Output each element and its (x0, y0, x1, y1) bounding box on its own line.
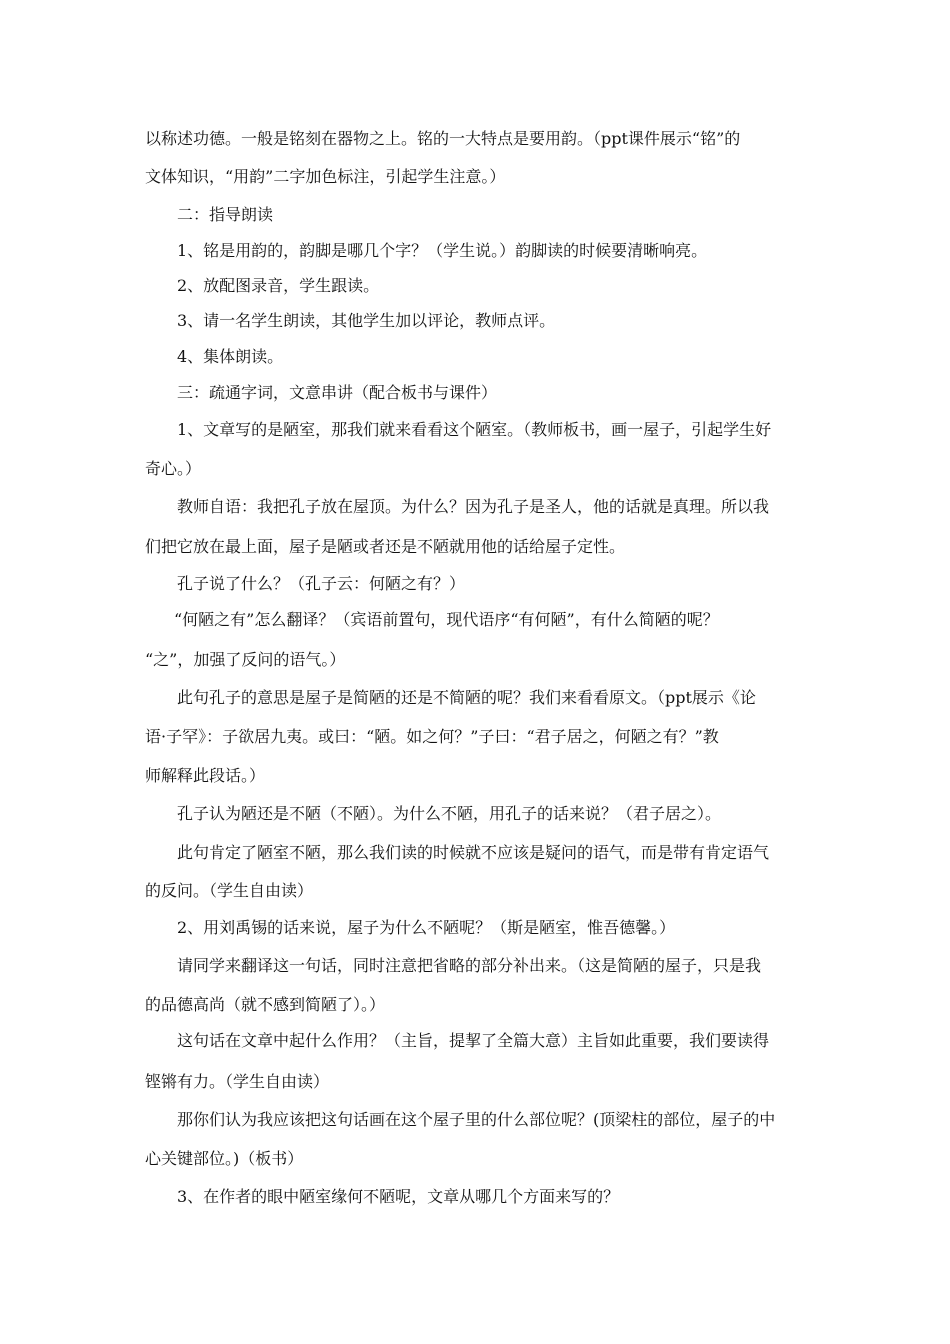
text-line: 文体知识，“用韵”二字加色标注，引起学生注意。） (145, 167, 506, 186)
text-line: 的反问。（学生自由读） (145, 881, 314, 900)
text-line: 这句话在文章中起什么作用？（主旨，提挈了全篇大意）主旨如此重要，我们要读得 (177, 1031, 770, 1050)
text-line: 此句肯定了陋室不陋，那么我们读的时候就不应该是疑问的语气，而是带有肯定语气 (177, 843, 770, 862)
text-line: 语·子罕》：子欲居九夷。或曰：“陋。如之何？”子曰：“君子居之，何陋之有？”教 (145, 727, 719, 746)
text-line: “何陋之有”怎么翻译？（宾语前置句，现代语序“有何陋”，有什么简陋的呢？ (174, 610, 719, 629)
text-line: 此句孔子的意思是屋子是简陋的还是不简陋的呢？我们来看看原文。（ppt展示《论 (177, 688, 756, 707)
text-line: 以称述功德。一般是铭刻在器物之上。铭的一大特点是要用韵。（ppt课件展示“铭”的 (145, 129, 741, 148)
text-line: 教师自语：我把孔子放在屋顶。为什么？因为孔子是圣人，他的话就是真理。所以我 (177, 497, 770, 516)
text-line: 4、集体朗读。 (177, 347, 284, 366)
text-line: 2、放配图录音，学生跟读。 (177, 276, 380, 295)
text-line: 孔子认为陋还是不陋（不陋）。为什么不陋，用孔子的话来说？（君子居之）。 (177, 804, 722, 823)
text-line: 3、请一名学生朗读，其他学生加以评论，教师点评。 (177, 311, 556, 330)
text-line: 孔子说了什么？（孔子云：何陋之有？） (177, 574, 466, 593)
text-line: 心关键部位。)（板书） (145, 1149, 304, 1168)
text-line: 的品德高尚（就不感到简陋了）。） (145, 995, 386, 1014)
text-line: 们把它放在最上面，屋子是陋或者还是不陋就用他的话给屋子定性。 (145, 537, 626, 556)
text-line: “之”，加强了反问的语气。） (145, 650, 346, 669)
text-line: 奇心。） (145, 459, 202, 478)
section-heading: 二：指导朗读 (177, 205, 274, 224)
text-line: 请同学来翻译这一句话，同时注意把省略的部分补出来。（这是简陋的屋子，只是我 (177, 956, 762, 975)
text-line: 3、在作者的眼中陋室缘何不陋呢，文章从哪几个方面来写的？ (177, 1187, 620, 1206)
text-line: 师解释此段话。） (145, 766, 266, 785)
text-line: 1、铭是用韵的，韵脚是哪几个字？（学生说。）韵脚读的时候要清晰响亮。 (177, 241, 708, 260)
text-line: 1、文章写的是陋室，那我们就来看看这个陋室。（教师板书，画一屋子，引起学生好 (177, 420, 772, 439)
section-heading: 三：疏通字词，文意串讲（配合板书与课件） (177, 383, 498, 402)
text-line: 铿锵有力。（学生自由读） (145, 1072, 330, 1091)
text-line: 2、用刘禹锡的话来说，屋子为什么不陋呢？（斯是陋室，惟吾德馨。） (177, 918, 676, 937)
text-line: 那你们认为我应该把这句话画在这个屋子里的什么部位呢？(顶梁柱的部位，屋子的中 (177, 1110, 776, 1129)
